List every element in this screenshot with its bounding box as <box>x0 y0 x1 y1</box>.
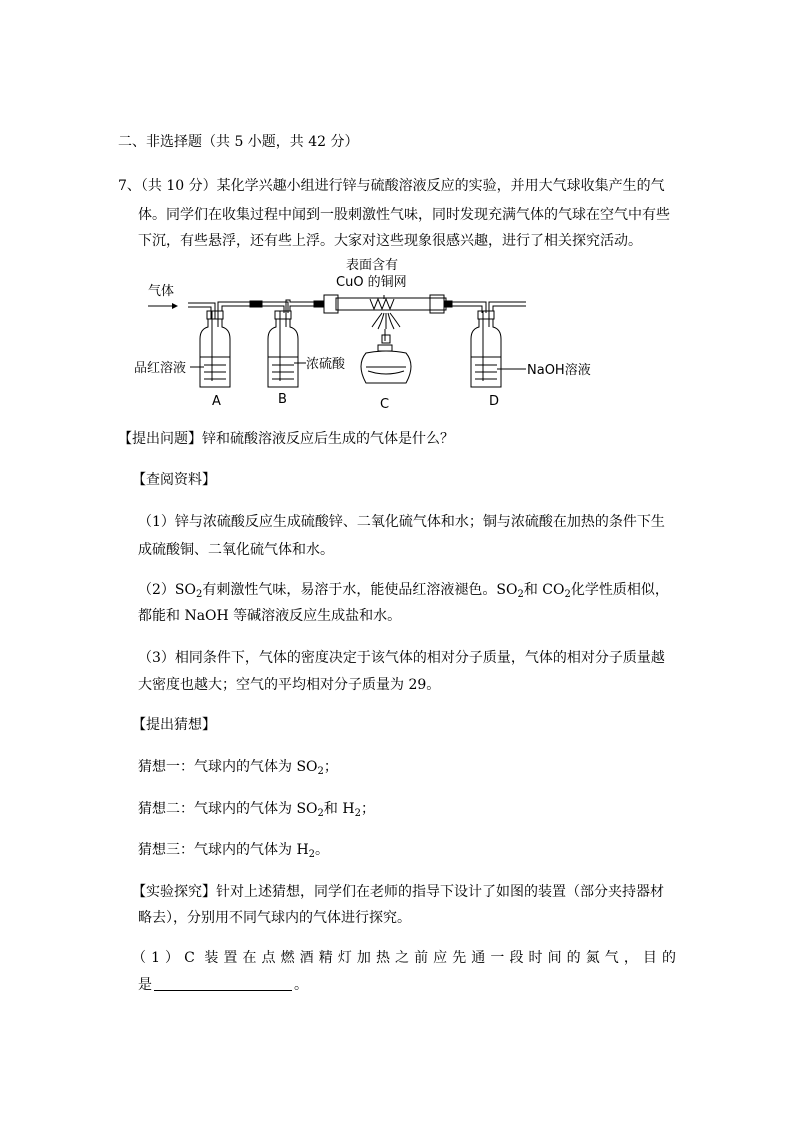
ref1-line-b: 成硫酸铜、二氧化硫气体和水。 <box>138 542 334 558</box>
q7-line-1: 7、（共 10 分）某化学兴趣小组进行锌与硫酸溶液反应的实验，并用大气球收集产生的气 <box>118 178 665 194</box>
section-title: 二、非选择题（共 5 小题，共 42 分） <box>118 134 359 150</box>
consult-heading: 【查阅资料】 <box>132 472 216 488</box>
label-gas: 气体 <box>148 284 175 299</box>
label-c: C <box>380 397 390 412</box>
label-d: D <box>489 394 500 409</box>
q7-line-2: 体。同学们在收集过程中闻到一股刺激性气味，同时发现充满气体的气球在空气中有些 <box>138 207 670 223</box>
label-a: A <box>212 394 221 409</box>
q7-line-3: 下沉，有些悬浮，还有些上浮。大家对这些现象很感兴趣，进行了相关探究活动。 <box>138 233 642 249</box>
guess-1: 猜想一：气球内的气体为 $SO_2$； <box>138 759 338 777</box>
apparatus-figure <box>130 255 610 415</box>
answer-blank[interactable] <box>154 976 292 991</box>
guess-2: 猜想二：气球内的气体为 $SO_2$和 $H_2$； <box>138 801 375 819</box>
explore-line-a: 【实验探究】针对上述猜想，同学们在老师的指导下设计了如图的装置（部分夹持器材 <box>132 884 664 900</box>
sub1-line-a: （1）C 装置在点燃酒精灯加热之前应先通一段时间的氮气，目的 <box>132 950 676 966</box>
guess-3: 猜想三：气球内的气体为 $H_2$。 <box>138 842 330 860</box>
label-d-liquid: NaOH溶液 <box>527 363 591 378</box>
label-a-liquid: 品红溶液 <box>134 361 187 376</box>
hypothesis-heading: 【提出猜想】 <box>132 717 216 733</box>
ref3-line-a: （3）相同条件下，气体的密度决定于该气体的相对分子质量，气体的相对分子质量越 <box>138 650 665 666</box>
raise-question: 【提出问题】锌和硫酸溶液反应后生成的气体是什么？ <box>118 431 454 447</box>
label-mesh-line2: CuO 的铜网 <box>336 275 407 290</box>
label-b: B <box>278 392 287 407</box>
ref3-line-b: 大密度也越大；空气的平均相对分子质量为 29。 <box>138 677 441 693</box>
sub1-line-b: 是 。 <box>138 977 308 993</box>
ref1-line-a: （1）锌与浓硫酸反应生成硫酸锌、二氧化硫气体和水；铜与浓硫酸在加热的条件下生 <box>138 514 665 530</box>
ref2-line-a: $(2)SO_2$有刺激性气味，易溶于水，能使品红溶液褪色。$SO_2$和 $CO_2$化学性质相似， <box>138 582 669 600</box>
ref2-line-b: 都能和 NaOH 等碱溶液反应生成盐和水。 <box>138 608 402 624</box>
label-mesh-line1: 表面含有 <box>346 258 399 273</box>
explore-line-b: 略去），分别用不同气球内的气体进行探究。 <box>138 910 411 926</box>
label-b-liquid: 浓硫酸 <box>306 357 346 372</box>
